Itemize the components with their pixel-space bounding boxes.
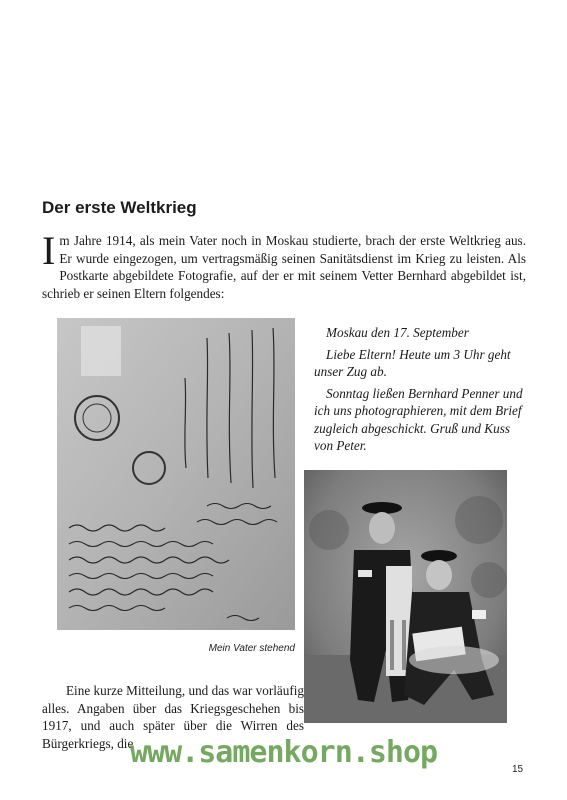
section-heading: Der erste Weltkrieg xyxy=(42,198,197,217)
letter-line: Liebe Eltern! Heute um 3 Uhr geht unser Zug ab. xyxy=(314,346,511,379)
closing-paragraph: Eine kurze Mitteilung, und das war vorläufig alles. Angaben über das Kriegsgeschehen bis 1917, und auch später über die Wirren des Bürgerkriegs, die xyxy=(42,683,304,751)
intro-text: m Jahre 1914, als mein Vater noch in Moskau studierte, brach der erste Weltkrieg aus. Er wurde eingezogen, um vertragsmäßig seinen Sanitätsdienst im Krieg zu leisten. Als Postkarte abgebildete Fotografie, auf der er mit seinem Vetter Bernhard abgebildet ist, schrieb er seinen Eltern folgendes: xyxy=(42,233,526,301)
page-number: 15 xyxy=(512,764,524,775)
postcard-image xyxy=(57,318,295,630)
letter-transcription xyxy=(314,324,526,459)
drop-cap: I xyxy=(42,228,56,273)
letter-line: Moskau den 17. September xyxy=(326,325,469,340)
letter-line: Sonntag ließen Bernhard Penner und ich uns photographieren, mit dem Brief zugleich abgeschickt. Gruß und Kuss von Peter. xyxy=(314,385,523,453)
portrait-photo xyxy=(304,470,507,723)
postcard-caption: Mein Vater stehend xyxy=(208,643,295,654)
watermark-logo: www.samenkorn.shop xyxy=(130,735,438,770)
intro-paragraph xyxy=(42,228,526,302)
